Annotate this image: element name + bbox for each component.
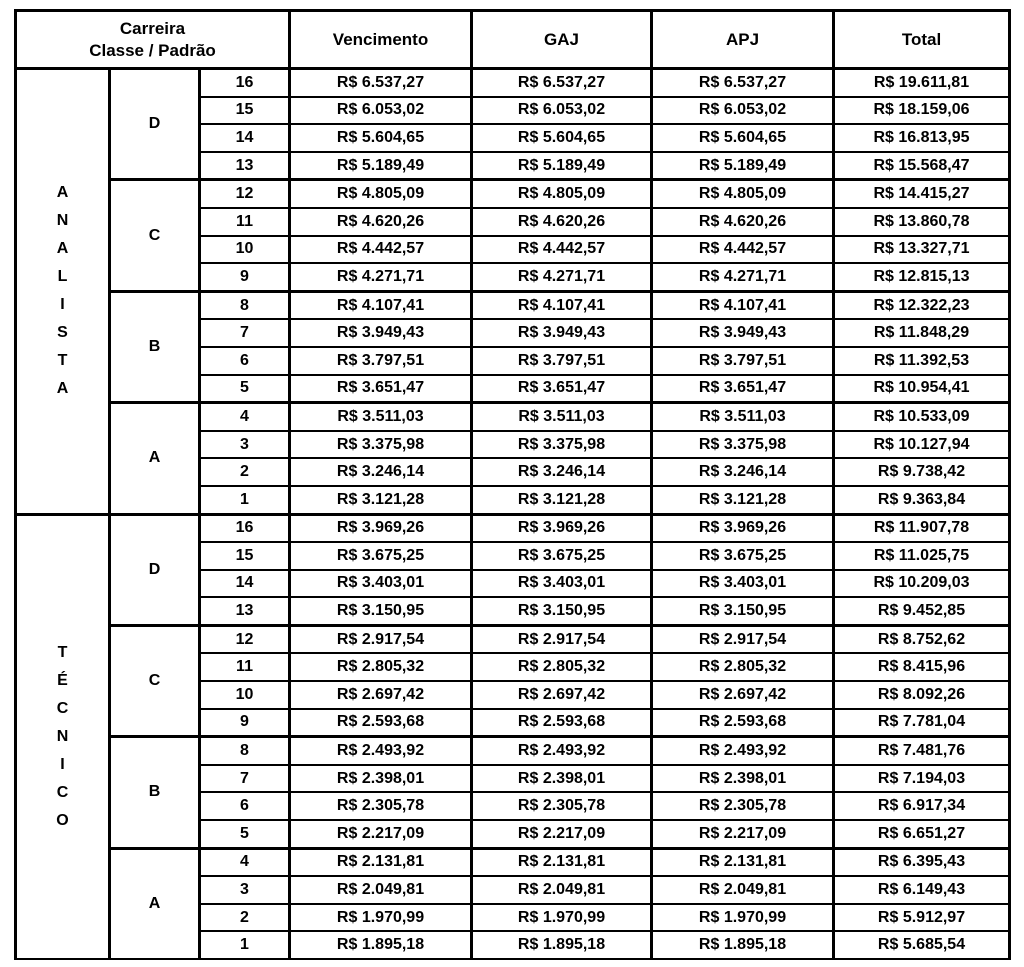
- vencimento-cell: R$ 3.675,25: [290, 542, 472, 570]
- apj-cell: R$ 4.805,09: [652, 180, 834, 208]
- career-letter: A: [56, 184, 69, 202]
- padrao-cell: 1: [200, 486, 290, 514]
- gaj-cell: R$ 2.805,32: [472, 653, 652, 681]
- vencimento-cell: R$ 5.189,49: [290, 152, 472, 180]
- table-row: [16, 625, 1010, 653]
- total-cell: R$ 6.917,34: [834, 792, 1010, 820]
- padrao-cell: 6: [200, 792, 290, 820]
- class-cell: C: [110, 180, 200, 291]
- vencimento-cell: R$ 5.604,65: [290, 124, 472, 152]
- vencimento-cell: R$ 2.805,32: [290, 653, 472, 681]
- apj-cell: R$ 2.398,01: [652, 765, 834, 793]
- total-cell: R$ 5.912,97: [834, 904, 1010, 932]
- class-cell: B: [110, 737, 200, 848]
- total-cell: R$ 6.395,43: [834, 848, 1010, 876]
- apj-cell: R$ 5.189,49: [652, 152, 834, 180]
- gaj-cell: R$ 2.917,54: [472, 625, 652, 653]
- padrao-cell: 6: [200, 347, 290, 375]
- vencimento-cell: R$ 3.949,43: [290, 319, 472, 347]
- padrao-cell: 4: [200, 848, 290, 876]
- vencimento-cell: R$ 6.053,02: [290, 97, 472, 125]
- career-letter: O: [56, 811, 69, 829]
- career-cell: [16, 514, 110, 959]
- vencimento-cell: R$ 3.511,03: [290, 403, 472, 431]
- career-letter: N: [56, 727, 69, 745]
- total-cell: R$ 8.752,62: [834, 625, 1010, 653]
- class-cell: A: [110, 848, 200, 959]
- padrao-cell: 8: [200, 737, 290, 765]
- vencimento-cell: R$ 3.375,98: [290, 431, 472, 459]
- vencimento-cell: R$ 2.917,54: [290, 625, 472, 653]
- apj-cell: R$ 3.150,95: [652, 597, 834, 625]
- table-row: [16, 291, 1010, 319]
- total-cell: R$ 11.025,75: [834, 542, 1010, 570]
- gaj-cell: R$ 3.969,26: [472, 514, 652, 542]
- header-carreira-line1: Carreira: [119, 19, 186, 39]
- apj-cell: R$ 3.246,14: [652, 458, 834, 486]
- padrao-cell: 16: [200, 514, 290, 542]
- gaj-cell: R$ 3.651,47: [472, 375, 652, 403]
- padrao-cell: 10: [200, 681, 290, 709]
- apj-cell: R$ 1.970,99: [652, 904, 834, 932]
- total-cell: R$ 6.149,43: [834, 876, 1010, 904]
- padrao-cell: 12: [200, 180, 290, 208]
- gaj-cell: R$ 2.131,81: [472, 848, 652, 876]
- apj-cell: R$ 5.604,65: [652, 124, 834, 152]
- gaj-cell: R$ 3.949,43: [472, 319, 652, 347]
- apj-cell: R$ 3.121,28: [652, 486, 834, 514]
- header-carreira: [16, 11, 290, 69]
- gaj-cell: R$ 4.107,41: [472, 291, 652, 319]
- padrao-cell: 16: [200, 69, 290, 97]
- padrao-cell: 5: [200, 375, 290, 403]
- career-letter: I: [60, 755, 65, 773]
- apj-cell: R$ 4.107,41: [652, 291, 834, 319]
- apj-cell: R$ 2.917,54: [652, 625, 834, 653]
- header-gaj: GAJ: [472, 11, 652, 69]
- vencimento-cell: R$ 6.537,27: [290, 69, 472, 97]
- gaj-cell: R$ 6.537,27: [472, 69, 652, 97]
- header-carreira-line2: Classe / Padrão: [89, 40, 216, 60]
- gaj-cell: R$ 2.697,42: [472, 681, 652, 709]
- total-cell: R$ 12.815,13: [834, 263, 1010, 291]
- table-row: [16, 514, 1010, 542]
- padrao-cell: 11: [200, 208, 290, 236]
- padrao-cell: 1: [200, 931, 290, 959]
- vencimento-cell: R$ 4.107,41: [290, 291, 472, 319]
- total-cell: R$ 8.415,96: [834, 653, 1010, 681]
- total-cell: R$ 8.092,26: [834, 681, 1010, 709]
- apj-cell: R$ 3.375,98: [652, 431, 834, 459]
- vencimento-cell: R$ 3.121,28: [290, 486, 472, 514]
- padrao-cell: 15: [200, 542, 290, 570]
- apj-cell: R$ 4.271,71: [652, 263, 834, 291]
- vencimento-cell: R$ 2.697,42: [290, 681, 472, 709]
- class-cell: C: [110, 625, 200, 736]
- gaj-cell: R$ 4.271,71: [472, 263, 652, 291]
- vencimento-cell: R$ 2.493,92: [290, 737, 472, 765]
- padrao-cell: 4: [200, 403, 290, 431]
- padrao-cell: 12: [200, 625, 290, 653]
- total-cell: R$ 11.392,53: [834, 347, 1010, 375]
- gaj-cell: R$ 6.053,02: [472, 97, 652, 125]
- apj-cell: R$ 3.949,43: [652, 319, 834, 347]
- gaj-cell: R$ 5.604,65: [472, 124, 652, 152]
- vencimento-cell: R$ 3.246,14: [290, 458, 472, 486]
- padrao-cell: 9: [200, 709, 290, 737]
- table-row: [16, 403, 1010, 431]
- padrao-cell: 8: [200, 291, 290, 319]
- apj-cell: R$ 4.620,26: [652, 208, 834, 236]
- header-apj: APJ: [652, 11, 834, 69]
- gaj-cell: R$ 3.121,28: [472, 486, 652, 514]
- vencimento-cell: R$ 3.403,01: [290, 570, 472, 598]
- apj-cell: R$ 3.675,25: [652, 542, 834, 570]
- gaj-cell: R$ 2.305,78: [472, 792, 652, 820]
- padrao-cell: 3: [200, 876, 290, 904]
- apj-cell: R$ 2.131,81: [652, 848, 834, 876]
- apj-cell: R$ 3.797,51: [652, 347, 834, 375]
- career-letter: T: [57, 352, 68, 370]
- padrao-cell: 7: [200, 765, 290, 793]
- vencimento-cell: R$ 1.970,99: [290, 904, 472, 932]
- gaj-cell: R$ 2.398,01: [472, 765, 652, 793]
- vencimento-cell: R$ 3.150,95: [290, 597, 472, 625]
- table-row: [16, 180, 1010, 208]
- padrao-cell: 10: [200, 236, 290, 264]
- apj-cell: R$ 2.217,09: [652, 820, 834, 848]
- gaj-cell: R$ 3.246,14: [472, 458, 652, 486]
- apj-cell: R$ 2.805,32: [652, 653, 834, 681]
- career-letter: É: [57, 671, 68, 689]
- apj-cell: R$ 2.049,81: [652, 876, 834, 904]
- apj-cell: R$ 2.305,78: [652, 792, 834, 820]
- vencimento-cell: R$ 2.398,01: [290, 765, 472, 793]
- vencimento-cell: R$ 4.620,26: [290, 208, 472, 236]
- total-cell: R$ 18.159,06: [834, 97, 1010, 125]
- vencimento-cell: R$ 4.805,09: [290, 180, 472, 208]
- career-letter: N: [56, 212, 69, 230]
- career-letter: A: [56, 240, 69, 258]
- padrao-cell: 13: [200, 152, 290, 180]
- gaj-cell: R$ 3.675,25: [472, 542, 652, 570]
- career-letter: C: [56, 699, 69, 717]
- vencimento-cell: R$ 2.131,81: [290, 848, 472, 876]
- apj-cell: R$ 6.053,02: [652, 97, 834, 125]
- padrao-cell: 3: [200, 431, 290, 459]
- career-letter: C: [56, 783, 69, 801]
- total-cell: R$ 6.651,27: [834, 820, 1010, 848]
- header-total: Total: [834, 11, 1010, 69]
- apj-cell: R$ 2.593,68: [652, 709, 834, 737]
- vencimento-cell: R$ 3.797,51: [290, 347, 472, 375]
- gaj-cell: R$ 1.970,99: [472, 904, 652, 932]
- header-row: [16, 11, 1010, 69]
- career-letter: A: [56, 380, 69, 398]
- career-cell: [16, 69, 110, 515]
- gaj-cell: R$ 4.442,57: [472, 236, 652, 264]
- padrao-cell: 14: [200, 124, 290, 152]
- total-cell: R$ 10.954,41: [834, 375, 1010, 403]
- gaj-cell: R$ 3.797,51: [472, 347, 652, 375]
- total-cell: R$ 7.481,76: [834, 737, 1010, 765]
- padrao-cell: 2: [200, 458, 290, 486]
- gaj-cell: R$ 3.375,98: [472, 431, 652, 459]
- salary-table: [14, 9, 1011, 960]
- vencimento-cell: R$ 4.271,71: [290, 263, 472, 291]
- table-body: [16, 69, 1010, 960]
- career-letter: S: [57, 324, 68, 342]
- total-cell: R$ 13.327,71: [834, 236, 1010, 264]
- vencimento-cell: R$ 3.651,47: [290, 375, 472, 403]
- total-cell: R$ 7.781,04: [834, 709, 1010, 737]
- vencimento-cell: R$ 2.593,68: [290, 709, 472, 737]
- gaj-cell: R$ 4.805,09: [472, 180, 652, 208]
- vencimento-cell: R$ 2.217,09: [290, 820, 472, 848]
- gaj-cell: R$ 2.493,92: [472, 737, 652, 765]
- apj-cell: R$ 3.651,47: [652, 375, 834, 403]
- vencimento-cell: R$ 3.969,26: [290, 514, 472, 542]
- apj-cell: R$ 2.697,42: [652, 681, 834, 709]
- career-letter: T: [57, 643, 68, 661]
- padrao-cell: 9: [200, 263, 290, 291]
- class-cell: A: [110, 403, 200, 514]
- gaj-cell: R$ 2.049,81: [472, 876, 652, 904]
- vencimento-cell: R$ 2.049,81: [290, 876, 472, 904]
- total-cell: R$ 5.685,54: [834, 931, 1010, 959]
- total-cell: R$ 13.860,78: [834, 208, 1010, 236]
- class-cell: D: [110, 69, 200, 180]
- total-cell: R$ 19.611,81: [834, 69, 1010, 97]
- career-letter: I: [60, 296, 65, 314]
- gaj-cell: R$ 2.217,09: [472, 820, 652, 848]
- padrao-cell: 13: [200, 597, 290, 625]
- vencimento-cell: R$ 4.442,57: [290, 236, 472, 264]
- table-row: [16, 848, 1010, 876]
- header-vencimento: Vencimento: [290, 11, 472, 69]
- total-cell: R$ 15.568,47: [834, 152, 1010, 180]
- padrao-cell: 15: [200, 97, 290, 125]
- apj-cell: R$ 3.403,01: [652, 570, 834, 598]
- gaj-cell: R$ 2.593,68: [472, 709, 652, 737]
- total-cell: R$ 10.209,03: [834, 570, 1010, 598]
- total-cell: R$ 10.533,09: [834, 403, 1010, 431]
- gaj-cell: R$ 3.403,01: [472, 570, 652, 598]
- gaj-cell: R$ 5.189,49: [472, 152, 652, 180]
- class-cell: B: [110, 291, 200, 402]
- total-cell: R$ 12.322,23: [834, 291, 1010, 319]
- total-cell: R$ 7.194,03: [834, 765, 1010, 793]
- class-cell: D: [110, 514, 200, 625]
- total-cell: R$ 10.127,94: [834, 431, 1010, 459]
- salary-table-container: [14, 9, 1011, 960]
- apj-cell: R$ 2.493,92: [652, 737, 834, 765]
- apj-cell: R$ 3.511,03: [652, 403, 834, 431]
- padrao-cell: 5: [200, 820, 290, 848]
- padrao-cell: 7: [200, 319, 290, 347]
- vencimento-cell: R$ 2.305,78: [290, 792, 472, 820]
- total-cell: R$ 9.363,84: [834, 486, 1010, 514]
- total-cell: R$ 11.848,29: [834, 319, 1010, 347]
- padrao-cell: 2: [200, 904, 290, 932]
- vencimento-cell: R$ 1.895,18: [290, 931, 472, 959]
- apj-cell: R$ 3.969,26: [652, 514, 834, 542]
- apj-cell: R$ 6.537,27: [652, 69, 834, 97]
- total-cell: R$ 11.907,78: [834, 514, 1010, 542]
- total-cell: R$ 9.738,42: [834, 458, 1010, 486]
- padrao-cell: 11: [200, 653, 290, 681]
- total-cell: R$ 14.415,27: [834, 180, 1010, 208]
- table-row: [16, 737, 1010, 765]
- table-row: [16, 69, 1010, 97]
- gaj-cell: R$ 4.620,26: [472, 208, 652, 236]
- career-letter: L: [57, 268, 68, 286]
- gaj-cell: R$ 3.511,03: [472, 403, 652, 431]
- total-cell: R$ 16.813,95: [834, 124, 1010, 152]
- gaj-cell: R$ 3.150,95: [472, 597, 652, 625]
- gaj-cell: R$ 1.895,18: [472, 931, 652, 959]
- apj-cell: R$ 4.442,57: [652, 236, 834, 264]
- padrao-cell: 14: [200, 570, 290, 598]
- apj-cell: R$ 1.895,18: [652, 931, 834, 959]
- total-cell: R$ 9.452,85: [834, 597, 1010, 625]
